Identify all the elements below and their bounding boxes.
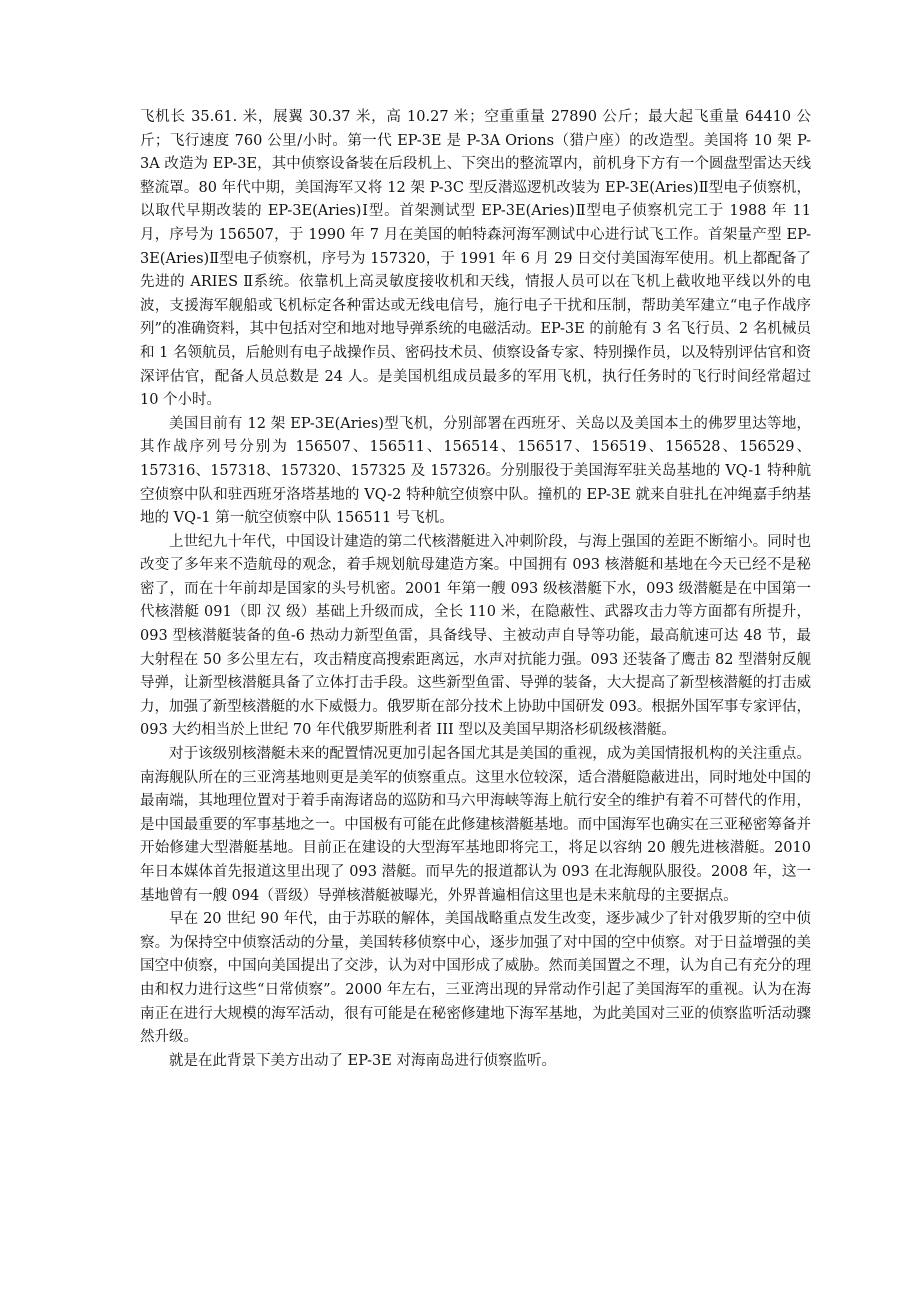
paragraph-us-reconnaissance: 早在 20 世纪 90 年代，由于苏联的解体，美国战略重点发生改变，逐步减少了针对俄罗斯的空中侦察。为保持空中侦察活动的分量，美国转移侦察中心，逐步加强了对中国的空中侦察。对于日益增强的美国空中侦察，中国向美国提出了交涉，认为对中国形成了威胁。然而美国置之不理，认为自己有充分的理由和权力进行这些“日常侦察”。2000 年左右，三亚湾出现的异常动作引起了美国海军的重视。认为在海南正在进行大规模的海军活动，很有可能是在秘密修建地下海军基地，为此美国对三亚的侦察监听活动骤然升级。 bbox=[140, 911, 811, 1046]
paragraph-conclusion: 就是在此背景下美方出动了 EP-3E 对海南岛进行侦察监听。 bbox=[169, 1052, 556, 1069]
document-body bbox=[140, 106, 811, 1073]
paragraph-ep3e-fleet: 美国目前有 12 架 EP-3E(Aries)型飞机，分别部署在西班牙、关岛以及美国本土的佛罗里达等地，其作战序列号分别为 156507、156511、156514、156517、156519、156528、156529、157316、157318、157320、157325 及 157326。分别服役于美国海军驻关岛基地的 VQ-1 特种航空侦察中队和驻西班牙洛塔基地的 VQ-2 特种航空侦察中队。撞机的 EP-3E 就来自驻扎在冲绳嘉手纳基地的 VQ-1 第一航空侦察中队 156511 号飞机。 bbox=[140, 415, 811, 527]
paragraph-submarine-093: 上世纪九十年代，中国设计建造的第二代核潜艇进入冲刺阶段，与海上强国的差距不断缩小。同时也改变了多年来不造航母的观念，着手规划航母建造方案。中国拥有 093 核潜艇和基地在今天已经不是秘密了，而在十年前却是国家的头号机密。2001 年第一艘 093 级核潜艇下水，093 级潜艇是在中国第一代核潜艇 091（即 汉 级）基础上升级而成，全长 110 米，在隐蔽性、武器攻击力等方面都有所提升，093 型核潜艇装备的鱼-6 热动力新型鱼雷，具备线导、主被动声自导等功能，最高航速可达 48 节，最大射程在 50 多公里左右，攻击精度高搜索距离远，水声对抗能力强。093 还装备了鹰击 82 型潜射反舰导弹，让新型核潜艇具备了立体打击手段。这些新型鱼雷、导弹的装备，大大提高了新型核潜艇的打击威力，加强了新型核潜艇的水下威慑力。俄罗斯在部分技术上协助中国研发 093。根据外国军事专家评估，093 大约相当於上世纪 70 年代俄罗斯胜利者 III 型以及美国早期洛杉矶级核潜艇。 bbox=[140, 533, 811, 739]
paragraph-sanya-base: 对于该级别核潜艇未来的配置情况更加引起各国尤其是美国的重视，成为美国情报机构的关注重点。南海舰队所在的三亚湾基地则更是美军的侦察重点。这里水位较深，适合潜艇隐蔽进出，同时地处中国的最南端，其地理位置对于着手南海诸岛的巡防和马六甲海峡等海上航行安全的维护有着不可替代的作用，是中国最重要的军事基地之一。中国极有可能在此修建核潜艇基地。而中国海军也确实在三亚秘密筹备并开始修建大型潜艇基地。目前正在建设的大型海军基地即将完工，将足以容纳 20 艘先进核潜艇。2010 年日本媒体首先报道这里出现了 093 潜艇。而早先的报道都认为 093 在北海舰队服役。2008 年，这一基地曾有一艘 094（晋级）导弹核潜艇被曝光，外界普遍相信这里也是未来航母的主要据点。 bbox=[140, 746, 811, 904]
paragraph-aircraft-specs: 飞机长 35.61. 米，展翼 30.37 米，高 10.27 米；空重重量 27890 公斤；最大起飞重量 64410 公斤；飞行速度 760 公里/小时。第一代 EP-3E 是 P-3A Orions（猎户座）的改造型。美国将 10 架 P-3A 改造为 EP-3E，其中侦察设备装在后段机上、下突出的整流罩内，前机身下方有一个圆盘型雷达天线整流罩。80 年代中期，美国海军又将 12 架 P-3C 型反潜巡逻机改装为 EP-3E(Aries)Ⅱ型电子侦察机，以取代早期改装的 EP-3E(Aries)Ⅰ型。首架测试型 EP-3E(Aries)Ⅱ型电子侦察机完工于 1988 年 11 月，序号为 156507，于 1990 年 7 月在美国的帕特森河海军测试中心进行试飞工作。首架量产型 EP-3E(Aries)Ⅱ型电子侦察机，序号为 157320，于 1991 年 6 月 29 日交付美国海军使用。机上都配备了先进的 ARIES Ⅱ系统。依靠机上高灵敏度接收机和天线，情报人员可以在飞机上截收地平线以外的电波，支援海军舰船或飞机标定各种雷达或无线电信号，施行电子干扰和压制，帮助美军建立“电子作战序列”的准确资料，其中包括对空和地对地导弹系统的电磁活动。EP-3E 的前舱有 3 名飞行员、2 名机械员和 1 名领航员，后舱则有电子战操作员、密码技术员、侦察设备专家、特别操作员，以及特别评估官和资深评估官，配备人员总数是 24 人。是美国机组成员最多的军用飞机，执行任务时的飞行时间经常超过 10 个小时。 bbox=[140, 109, 811, 409]
